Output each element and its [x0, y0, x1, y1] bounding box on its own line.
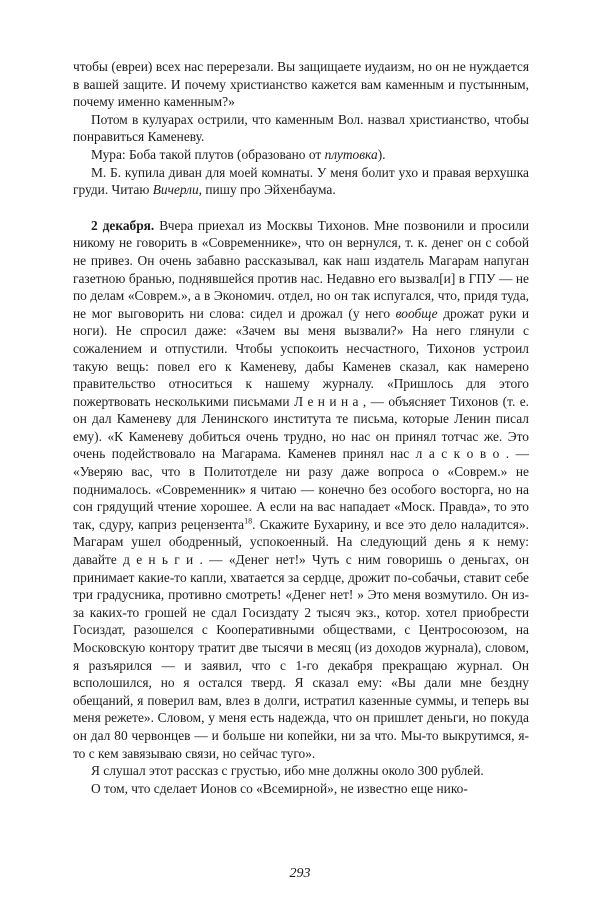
paragraph: [73, 111, 529, 146]
text-run: чтобы (евреи) всех нас перерезали. Вы защищаете иудаизм, но он не нуждается в вашей защите. И почему христианство кажется вам каменным и пустынным, почему именно каменным?»: [73, 59, 529, 110]
body-text: [73, 58, 529, 797]
italic-text: плутовка: [324, 146, 378, 162]
text-run: Я слушал этот рассказ с грустью, ибо мне должны около 300 рублей.: [91, 763, 484, 779]
paragraph: [73, 164, 529, 199]
text-run: М. Б. купила диван для моей комнаты. У меня болит ухо и правая верхушка груди. Читаю: [73, 164, 529, 198]
page-number: 293: [289, 866, 311, 881]
paragraph: [73, 780, 529, 798]
entry-date: 2 декабря.: [91, 217, 155, 233]
text-run: Вчера приехал из Москвы Тихонов. Мне позвонили и просили никому не говорить в «Современнике», что он вернулся, т. к. денег он с собой не привез. Он очень забавно рассказывал, как наш издатель Магарам напуган газетною бранью, поднявшейся против нас. Недавно его вызвал[и] в ГПУ — не по делам «Соврем.», а в Экономич. отдел, но он так испугался, что, придя туда, не мог выговорить ни слова: сидел и дрожал (у него: [73, 217, 530, 321]
text-run: ).: [377, 146, 386, 162]
paragraph: [73, 146, 529, 164]
paragraph: [73, 217, 529, 762]
text-run: Мура: Боба такой плутов (образовано от: [91, 146, 325, 162]
text-run: . Скажите Бухарину, и все это дело наладится». Магарам ушел ободренный, успокоенный. На следующий день я к нему: давайте д е н ь г и . — «Денег нет!» Чуть с ним говоришь о деньгах, он принимает какие-то капли, хватается за сердце, дрожит по-собачьи, ставит себе три градусника, противно смотреть! «Денег нет! » Это меня возмутило. Он из-за каких-то грошей не сдал Госиздату 2 тысяч экз., котор. хотел приобрести Госиздат, разошелся с Кооперативными обществами, с Центросоюзом, на Московскую контору тратит две тысячи в месяц (из доходов журнала), словом, я разъярился — и заявил, что с 1-го декабря прекращаю журнал. Он всполошился, но я остался тверд. Я сказал ему: «Вы дали мне бездну обещаний, я поверил вам, влез в долги, истратил казенные суммы, и теперь вы меня режете». Словом, у меня есть надежда, что он пришлет деньги, но покуда он дал 80 червонцев — и больше ни копейки, ни за что. Мы-то выкрутимся, я-то с кем завязываю связи, но сейчас туго».: [73, 516, 529, 761]
paragraph: [73, 58, 529, 111]
text-run: О том, что сделает Ионов со «Всемирной», не известно еще нико-: [91, 780, 468, 796]
footnote-ref: 18: [244, 516, 253, 526]
text-run: Потом в кулуарах острили, что каменным Вол. назвал христианство, чтобы понравиться Каменеву.: [73, 111, 529, 145]
text-run: пишу про Эйхенбаума.: [202, 182, 336, 198]
italic-text: вообще: [395, 305, 438, 321]
text-run: дрожат руки и ноги). Не спросил даже: «Зачем вы меня вызвали?» На него глянули с сожалением и отпустили. Чтобы успокоить несчастного, Тихонов устроил такую вещь: повел его к Каменеву, дабы Каменев сказал, как намерено правительство относиться к нашему журналу. «Пришлось для этого пожертвовать несколькими письмами Л е н и н а , — объясняет Тихонов (т. е. он дал Каменеву для Ленинского института те письма, которые Ленин писал ему). «К Каменеву добиться очень трудно, но нас он принял тотчас же. Это очень подействовало на Магарама. Каменев принял нас л а с к о в о . — «Уверяю вас, что в Политотделе ни разу даже вопроса о «Соврем.» не поднималось. «Современник» я читаю — конечно без особого восторга, но на сон грядущий чтение хорошее. А если на вас нападает «Моск. Правда», то это так, сдуру, каприз рецензента: [73, 305, 530, 532]
italic-text: Вичерли,: [152, 182, 202, 198]
paragraph: [73, 762, 529, 780]
